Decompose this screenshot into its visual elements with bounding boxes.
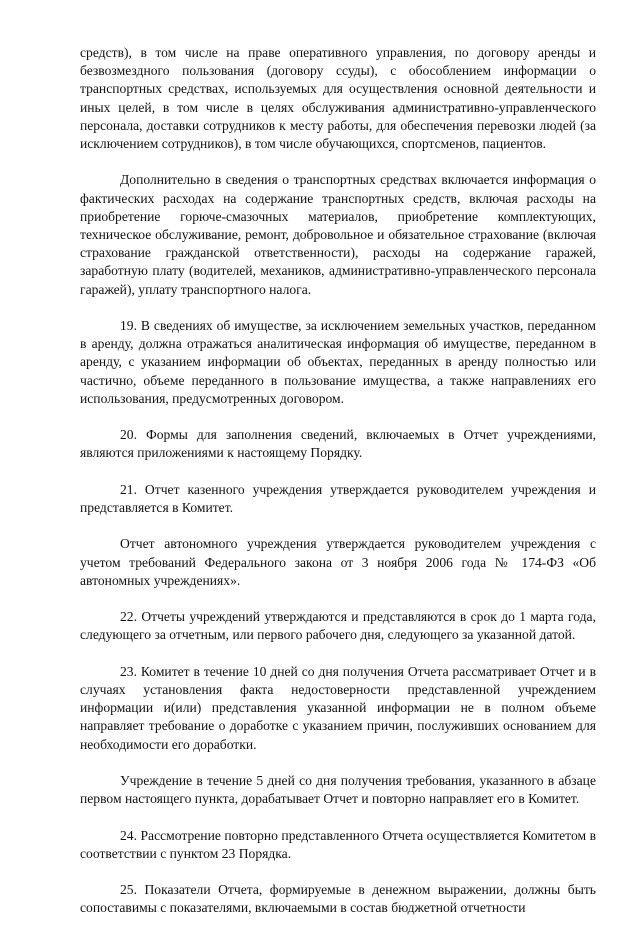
paragraph-item-21-autonomous: Отчет автономного учреждения утверждается руководителем учреждения с учетом требований Федерального закона от 3 ноября 2006 года № 174-ФЗ «Об автономных учреждениях». bbox=[80, 536, 596, 588]
paragraph-continuation: средств), в том числе на праве оперативного управления, по договору аренды и безвозмездного пользования (договору ссуды), с обособлением информации о транспортных средствах, используемых для осуществления основной деятельности и иных целей, в том числе в целях обслуживания административно-управленческого персонала, доставки сотрудников к месту работы, для обеспечения перевозки людей (за исключением сотрудников), в том числе обучающихся, спортсменов, пациентов. bbox=[80, 45, 596, 152]
paragraph-item-22: 22. Отчеты учреждений утверждаются и представляются в срок до 1 марта года, следующего за отчетным, или первого рабочего дня, следующего за указанной датой. bbox=[80, 609, 596, 643]
paragraph-item-20: 20. Формы для заполнения сведений, включаемых в Отчет учреждениями, являются приложениями к настоящему Порядку. bbox=[80, 427, 596, 461]
paragraph-item-23-revision: Учреждение в течение 5 дней со дня получения требования, указанного в абзаце первом настоящего пункта, дорабатывает Отчет и повторно направляет его в Комитет. bbox=[80, 773, 596, 807]
document-page bbox=[80, 44, 596, 936]
paragraph-item-19: 19. В сведениях об имуществе, за исключением земельных участков, переданном в аренду, должна отражаться аналитическая информация об имуществе, переданном в аренду, с указанием информации об объектах, переданных в аренду полностью или частично, объеме переданного в пользование имущества, а также направлениях его использования, предусмотренных договором. bbox=[80, 318, 596, 406]
paragraph-item-23: 23. Комитет в течение 10 дней со дня получения Отчета рассматривает Отчет и в случаях установления факта недостоверности представленной учреждением информации и(или) представления указанной информации не в полном объеме направляет требование о доработке с указанием причин, послуживших основанием для необходимости его доработки. bbox=[80, 663, 596, 752]
paragraph-item-25: 25. Показатели Отчета, формируемые в денежном выражении, должны быть сопоставимы с показателями, включаемыми в состав бюджетной отчетности bbox=[80, 882, 596, 916]
paragraph-item-21: 21. Отчет казенного учреждения утверждается руководителем учреждения и представляется в Комитет. bbox=[80, 481, 596, 516]
paragraph-vehicle-expenses: Дополнительно в сведения о транспортных средствах включается информация о фактических расходах на содержание транспортных средств, включая расходы на приобретение горюче-смазочных материалов, приобретение комплектующих, техническое обслуживание, ремонт, добровольное и обязательное страхование (включая страхование гражданской ответственности), расходы на содержание гаражей, заработную плату (водителей, механиков, административно-управленческого персонала гаражей), уплату транспортного налога. bbox=[80, 172, 596, 297]
paragraph-item-24: 24. Рассмотрение повторно представленного Отчета осуществляется Комитетом в соответствии с пунктом 23 Порядка. bbox=[80, 827, 596, 861]
